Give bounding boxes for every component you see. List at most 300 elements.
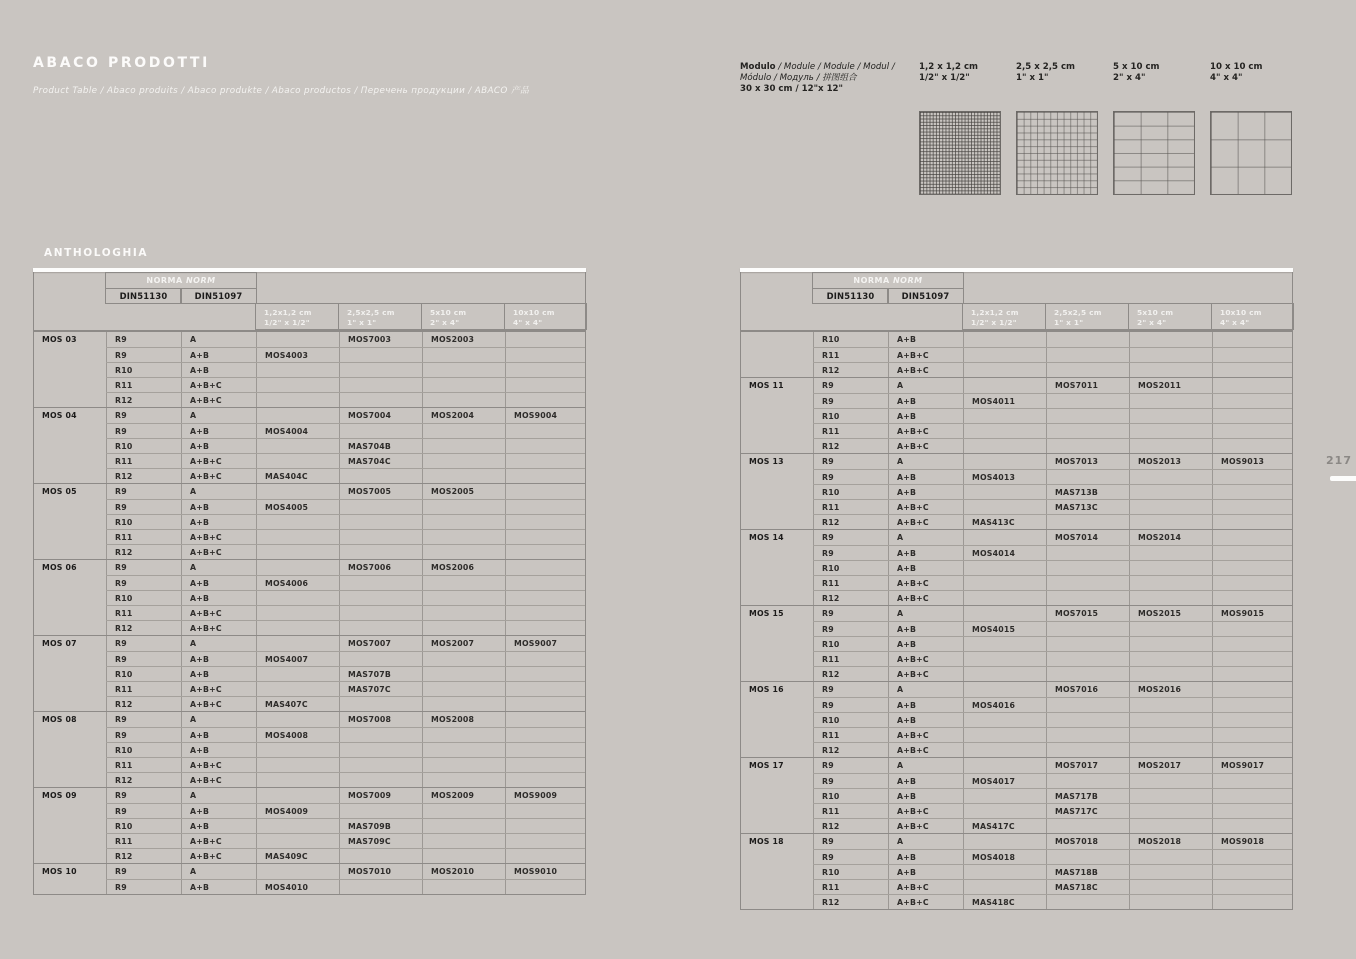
table-group <box>34 635 585 711</box>
table-cell: A <box>888 682 963 697</box>
table-cell: MOS2018 <box>1129 834 1212 849</box>
table-cell: MOS9009 <box>505 788 585 803</box>
table-cell <box>422 804 505 818</box>
table-cell: R9 <box>106 636 181 651</box>
size-header-cm: 1,2x1,2 cm <box>264 308 312 317</box>
table-cell: MOS2010 <box>422 864 505 879</box>
table-cell <box>963 454 1046 469</box>
table-cell <box>1046 363 1129 377</box>
group-label: MOS 16 <box>749 684 784 694</box>
table-cell <box>256 606 339 620</box>
table-cell: A+B+C <box>888 804 963 818</box>
table-cell <box>1046 667 1129 681</box>
table-cell: A+B+C <box>181 545 256 559</box>
table-cell: A <box>888 454 963 469</box>
table-cell: R11 <box>813 728 888 742</box>
table-cell <box>339 773 422 787</box>
table-cell <box>963 789 1046 803</box>
page-number-bar <box>1330 476 1356 481</box>
table-cell <box>1212 789 1292 803</box>
table-cell <box>422 378 505 392</box>
module-info <box>740 62 915 94</box>
table-cell <box>422 743 505 757</box>
table-cell <box>256 819 339 833</box>
table-cell: MOS4015 <box>963 622 1046 636</box>
table-row <box>813 545 1292 560</box>
table-cell <box>1129 698 1212 712</box>
table-cell: A+B <box>181 880 256 894</box>
table-cell: R9 <box>106 652 181 666</box>
table-cell: A+B+C <box>181 849 256 863</box>
table-body <box>740 330 1293 910</box>
table-cell <box>339 576 422 590</box>
table-cell <box>963 485 1046 499</box>
table-cell: R11 <box>106 606 181 620</box>
table-cell <box>422 469 505 483</box>
table-cell: R9 <box>106 788 181 803</box>
table-cell: A <box>888 378 963 393</box>
group-rows <box>813 758 1292 833</box>
table-cell: A+B <box>888 774 963 788</box>
table-cell: A+B <box>181 439 256 453</box>
table-row <box>813 454 1292 469</box>
table-cell <box>505 439 585 453</box>
table-cell <box>963 439 1046 453</box>
table-group <box>34 711 585 787</box>
table-row <box>106 560 585 575</box>
table-cell: A+B+C <box>181 454 256 468</box>
table-cell <box>963 804 1046 818</box>
table-cell: R12 <box>813 667 888 681</box>
table-row <box>106 392 585 407</box>
group-rows <box>106 636 585 711</box>
table-cell <box>1212 804 1292 818</box>
table-cell: A+B <box>888 850 963 864</box>
table-cell <box>505 469 585 483</box>
table-cell <box>1129 850 1212 864</box>
table-row <box>106 848 585 863</box>
table-cell <box>422 545 505 559</box>
size-header <box>1128 303 1212 330</box>
table-row <box>813 712 1292 727</box>
table-cell: A+B <box>888 789 963 803</box>
table-cell: A <box>888 758 963 773</box>
table-cell <box>1046 713 1129 727</box>
table-cell <box>1212 363 1292 377</box>
table-cell <box>505 530 585 544</box>
table-cell: A+B+C <box>888 348 963 362</box>
table-cell: R10 <box>813 713 888 727</box>
table-cell: A+B+C <box>181 834 256 848</box>
table-cell <box>963 606 1046 621</box>
table-cell <box>1212 332 1292 347</box>
group-label: MOS 11 <box>749 380 784 390</box>
table-cell <box>963 332 1046 347</box>
table-cell <box>1212 485 1292 499</box>
table-row <box>106 620 585 635</box>
table-cell: A+B+C <box>888 819 963 833</box>
table-cell: MOS7011 <box>1046 378 1129 393</box>
table-cell <box>339 621 422 635</box>
table-row <box>813 362 1292 377</box>
size-header-inch: 1" x 1" <box>1054 317 1084 327</box>
table-cell: R9 <box>813 758 888 773</box>
table-group <box>741 377 1292 453</box>
group-label: MOS 03 <box>42 334 77 344</box>
table-cell: MOS2009 <box>422 788 505 803</box>
table-row <box>813 575 1292 590</box>
table-cell <box>1046 850 1129 864</box>
table-cell <box>963 880 1046 894</box>
table-group <box>741 605 1292 681</box>
table-cell <box>422 363 505 377</box>
table-row <box>106 438 585 453</box>
table-cell <box>505 697 585 711</box>
table-group <box>741 757 1292 833</box>
table-cell <box>339 393 422 407</box>
table-cell <box>1129 546 1212 560</box>
size-header-inch: 1" x 1" <box>347 317 377 327</box>
table-cell: MOS9013 <box>1212 454 1292 469</box>
table-cell: R9 <box>813 394 888 408</box>
table-cell: R9 <box>813 698 888 712</box>
table-cell <box>1129 804 1212 818</box>
table-cell <box>1129 622 1212 636</box>
table-cell <box>505 606 585 620</box>
table-cell: A+B+C <box>181 378 256 392</box>
table-cell: MOS4006 <box>256 576 339 590</box>
table-cell: R9 <box>106 804 181 818</box>
table-cell <box>339 378 422 392</box>
table-cell <box>339 424 422 438</box>
table-cell: R9 <box>106 332 181 347</box>
table-cell: R11 <box>106 682 181 696</box>
table-cell: R9 <box>813 834 888 849</box>
size-header-cm: 10x10 cm <box>1220 308 1262 317</box>
table-cell <box>256 363 339 377</box>
table-cell: A+B <box>181 743 256 757</box>
table-row <box>813 894 1292 909</box>
table-cell <box>256 454 339 468</box>
table-cell <box>339 743 422 757</box>
table-cell <box>1212 378 1292 393</box>
table-cell <box>505 880 585 894</box>
table-cell: A+B <box>181 667 256 681</box>
table-cell: R10 <box>106 363 181 377</box>
size-header-inch: 4" x 4" <box>513 317 543 327</box>
table-cell <box>1046 637 1129 651</box>
table-cell <box>1129 561 1212 575</box>
table-group <box>741 833 1292 909</box>
table-cell: R10 <box>813 789 888 803</box>
table-cell <box>1212 682 1292 697</box>
table-cell <box>422 530 505 544</box>
table-cell: A <box>181 636 256 651</box>
table-row <box>813 864 1292 879</box>
table-cell <box>422 652 505 666</box>
table-row <box>813 636 1292 651</box>
table-cell <box>1046 439 1129 453</box>
table-cell <box>1212 743 1292 757</box>
table-cell: MAS704B <box>339 439 422 453</box>
table-row <box>106 484 585 499</box>
table-cell <box>505 454 585 468</box>
table-cell <box>1129 667 1212 681</box>
table-cell <box>339 849 422 863</box>
table-row <box>106 575 585 590</box>
table-cell <box>505 652 585 666</box>
table-cell <box>339 652 422 666</box>
table-row <box>813 621 1292 636</box>
table-cell: R10 <box>813 865 888 879</box>
table-row <box>813 530 1292 545</box>
table-cell: MOS7007 <box>339 636 422 651</box>
table-cell: MAS407C <box>256 697 339 711</box>
table-row <box>813 560 1292 575</box>
table-cell <box>1212 439 1292 453</box>
table-cell: MOS2011 <box>1129 378 1212 393</box>
table-cell <box>505 484 585 499</box>
table-cell <box>505 545 585 559</box>
table-cell: R10 <box>106 819 181 833</box>
table-cell: R11 <box>813 880 888 894</box>
table-cell: A <box>181 484 256 499</box>
product-table-right <box>740 268 1293 910</box>
table-cell: MOS2006 <box>422 560 505 575</box>
din51097-header: DIN51097 <box>887 288 964 304</box>
table-row <box>813 788 1292 803</box>
table-cell: A+B <box>888 485 963 499</box>
table-cell: MOS7003 <box>339 332 422 347</box>
table-cell <box>339 500 422 514</box>
table-cell <box>963 865 1046 879</box>
table-row <box>813 834 1292 849</box>
table-cell: MAS704C <box>339 454 422 468</box>
table-cell <box>339 880 422 894</box>
table-row <box>813 666 1292 681</box>
table-cell <box>1212 850 1292 864</box>
table-cell: R9 <box>106 484 181 499</box>
table-cell: R12 <box>106 393 181 407</box>
group-rows <box>813 682 1292 757</box>
din51130-header: DIN51130 <box>105 288 182 304</box>
table-cell: R9 <box>106 712 181 727</box>
table-cell <box>339 758 422 772</box>
size-header <box>1211 303 1294 330</box>
table-cell <box>963 576 1046 590</box>
table-cell <box>339 545 422 559</box>
table-cell <box>1046 409 1129 423</box>
table-cell: A+B+C <box>888 439 963 453</box>
table-cell: A <box>181 788 256 803</box>
table-cell: MOS9015 <box>1212 606 1292 621</box>
table-group <box>34 332 585 407</box>
table-cell: MAS417C <box>963 819 1046 833</box>
table-cell <box>1129 332 1212 347</box>
group-rows <box>106 484 585 559</box>
table-cell: R11 <box>106 454 181 468</box>
table-cell <box>505 363 585 377</box>
table-cell: MOS4014 <box>963 546 1046 560</box>
table-cell: MOS7015 <box>1046 606 1129 621</box>
table-cell <box>256 545 339 559</box>
group-rows <box>813 606 1292 681</box>
table-row <box>813 423 1292 438</box>
table-cell: A+B+C <box>181 773 256 787</box>
table-cell <box>963 561 1046 575</box>
table-cell: R11 <box>813 576 888 590</box>
table-cell: A+B+C <box>181 469 256 483</box>
table-cell: MOS7013 <box>1046 454 1129 469</box>
table-cell: MOS7016 <box>1046 682 1129 697</box>
table-cell: A+B+C <box>888 363 963 377</box>
group-rows <box>106 712 585 787</box>
table-cell <box>256 560 339 575</box>
table-cell: MAS718B <box>1046 865 1129 879</box>
table-cell <box>505 500 585 514</box>
table-cell <box>1212 819 1292 833</box>
table-row <box>813 651 1292 666</box>
table-cell <box>505 424 585 438</box>
table-row <box>106 514 585 529</box>
table-cell <box>256 332 339 347</box>
table-cell <box>256 712 339 727</box>
size-header-cm: 2,5x2,5 cm <box>347 308 395 317</box>
table-cell <box>422 834 505 848</box>
table-cell: MAS418C <box>963 895 1046 909</box>
table-cell <box>1046 576 1129 590</box>
table-row <box>813 697 1292 712</box>
table-row <box>106 757 585 772</box>
table-cell: MOS4004 <box>256 424 339 438</box>
table-cell <box>1129 485 1212 499</box>
table-cell: A+B <box>181 500 256 514</box>
table-cell <box>1046 819 1129 833</box>
size-header <box>1045 303 1129 330</box>
size-header-cm: 5x10 cm <box>1137 308 1174 317</box>
table-row <box>813 393 1292 408</box>
table-row <box>106 803 585 818</box>
table-row <box>813 408 1292 423</box>
table-cell <box>1129 591 1212 605</box>
table-row <box>106 605 585 620</box>
table-cell: A+B+C <box>181 393 256 407</box>
table-cell <box>1046 394 1129 408</box>
table-cell: MAS404C <box>256 469 339 483</box>
table-cell <box>339 515 422 529</box>
table-cell: A+B <box>888 394 963 408</box>
table-cell: R9 <box>813 606 888 621</box>
table-cell <box>1046 652 1129 666</box>
table-row <box>813 590 1292 605</box>
table-row <box>106 347 585 362</box>
table-cell <box>339 804 422 818</box>
table-cell: A <box>888 834 963 849</box>
table-row <box>813 818 1292 833</box>
table-cell: A+B+C <box>888 424 963 438</box>
table-cell: A+B <box>181 576 256 590</box>
table-cell: A+B <box>888 409 963 423</box>
table-cell: A+B+C <box>888 591 963 605</box>
table-row <box>813 606 1292 621</box>
table-cell: MOS2015 <box>1129 606 1212 621</box>
table-cell <box>505 667 585 681</box>
table-cell: A+B+C <box>888 667 963 681</box>
table-cell: A+B <box>888 332 963 347</box>
table-cell <box>505 758 585 772</box>
group-label: MOS 07 <box>42 638 77 648</box>
table-cell <box>1212 774 1292 788</box>
table-cell: A+B <box>888 865 963 879</box>
table-cell <box>1212 728 1292 742</box>
table-cell <box>1212 880 1292 894</box>
table-cell <box>505 378 585 392</box>
table-cell <box>1129 394 1212 408</box>
size-header-cm: 2,5x2,5 cm <box>1054 308 1102 317</box>
table-cell: A+B+C <box>888 895 963 909</box>
format-label: 1,2 x 1,2 cm 1/2" x 1/2" <box>919 62 979 83</box>
table-cell <box>505 621 585 635</box>
table-cell <box>963 409 1046 423</box>
table-cell: R9 <box>813 682 888 697</box>
table-cell: R12 <box>813 895 888 909</box>
table-cell <box>256 682 339 696</box>
group-label: MOS 06 <box>42 562 77 572</box>
table-cell <box>505 560 585 575</box>
table-cell <box>339 363 422 377</box>
group-rows <box>106 864 585 894</box>
table-row <box>813 773 1292 788</box>
table-cell <box>1046 895 1129 909</box>
table-row <box>106 468 585 483</box>
table-cell <box>339 469 422 483</box>
table-cell <box>1212 698 1292 712</box>
table-cell: R9 <box>813 470 888 484</box>
table-cell <box>1129 348 1212 362</box>
table-cell <box>505 819 585 833</box>
table-cell: R9 <box>106 864 181 879</box>
table-cell: MOS2008 <box>422 712 505 727</box>
table-cell <box>1046 622 1129 636</box>
table-cell <box>1046 561 1129 575</box>
table-cell <box>1212 637 1292 651</box>
table-cell <box>963 348 1046 362</box>
table-cell: R11 <box>813 424 888 438</box>
table-cell <box>1212 576 1292 590</box>
table-cell <box>1212 622 1292 636</box>
table-cell: R10 <box>813 637 888 651</box>
table-cell: A+B <box>181 515 256 529</box>
table-cell <box>505 712 585 727</box>
format-label: 5 x 10 cm 2" x 4" <box>1113 62 1160 83</box>
table-row <box>106 879 585 894</box>
table-cell <box>1212 515 1292 529</box>
table-cell <box>1129 409 1212 423</box>
size-header-inch: 4" x 4" <box>1220 317 1250 327</box>
group-label: MOS 05 <box>42 486 77 496</box>
table-cell <box>422 424 505 438</box>
table-cell: R12 <box>106 697 181 711</box>
table-group <box>34 407 585 483</box>
table-cell <box>1212 895 1292 909</box>
table-cell <box>505 393 585 407</box>
group-rows <box>813 378 1292 453</box>
table-row <box>106 727 585 742</box>
table-row <box>106 332 585 347</box>
table-row <box>106 362 585 377</box>
table-cell <box>1129 363 1212 377</box>
table-cell <box>339 606 422 620</box>
